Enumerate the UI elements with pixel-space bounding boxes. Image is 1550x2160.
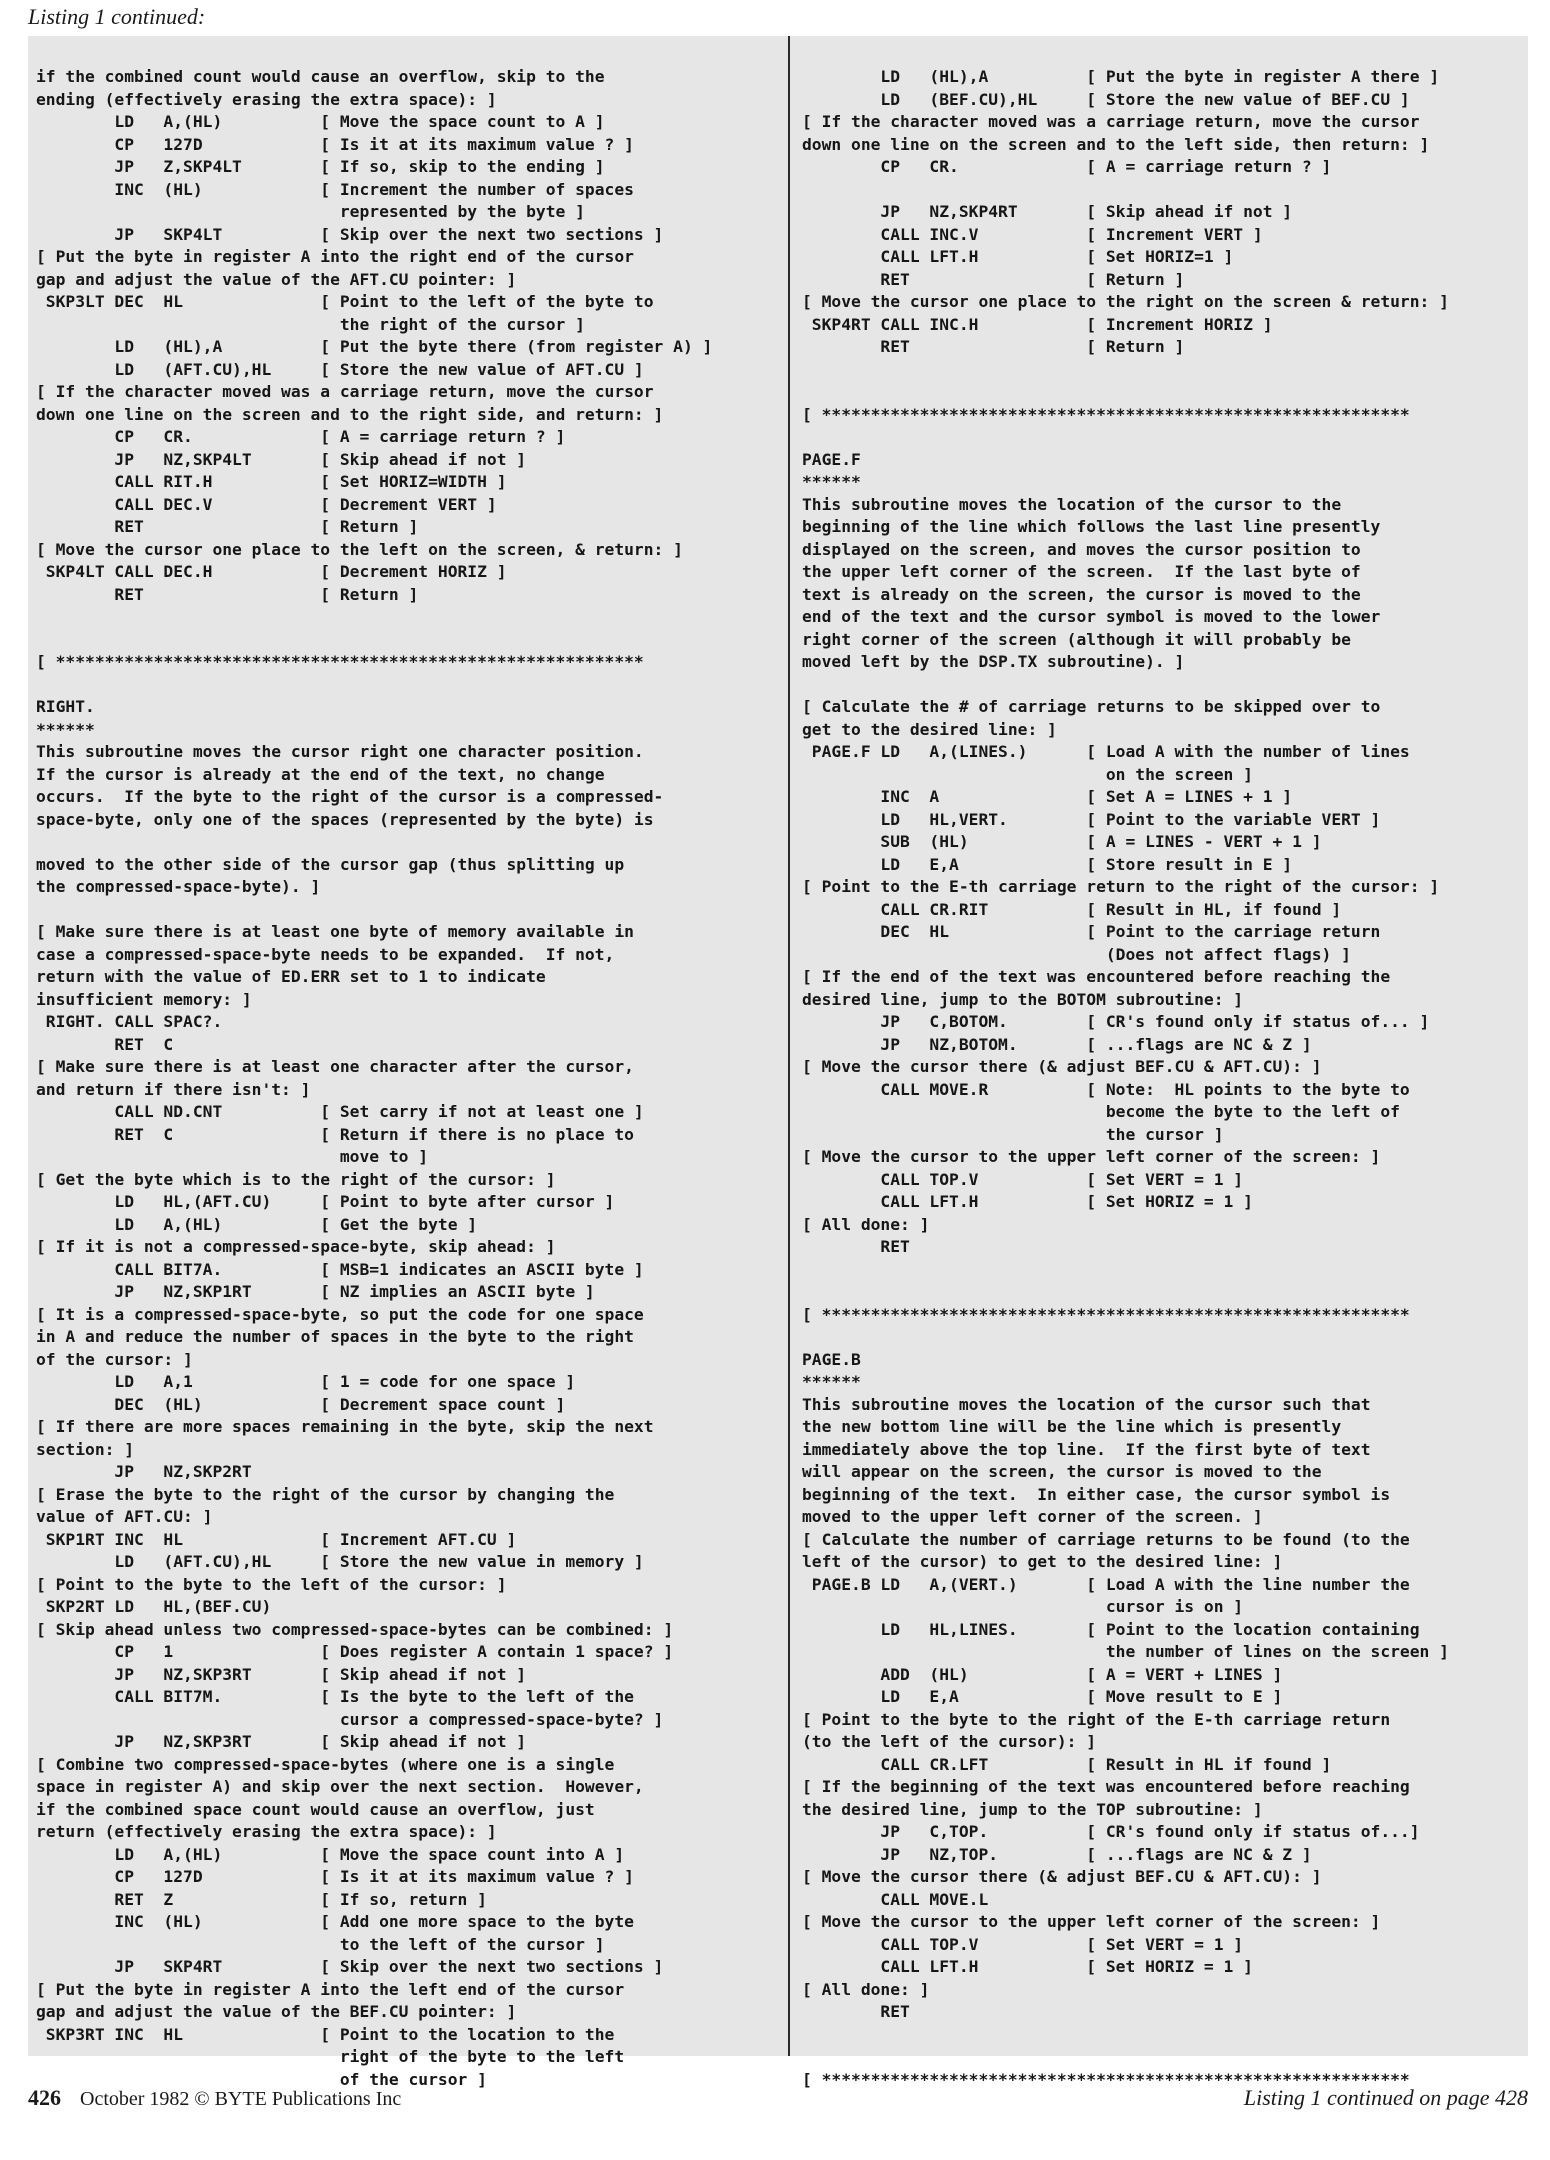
code-line: CP 127D [ Is it at its maximum value ? ] (36, 134, 634, 154)
code-line: CALL DEC.V [ Decrement VERT ] (36, 494, 497, 514)
code-line: [ ************************************************************ (802, 1304, 1410, 1324)
code-line: SKP4RT CALL INC.H [ Increment HORIZ ] (802, 314, 1273, 334)
code-line: (Does not affect flags) ] (802, 944, 1351, 964)
code-line: and return if there isn't: ] (36, 1079, 311, 1099)
code-line: SKP3RT INC HL [ Point to the location to the (36, 2024, 615, 2044)
code-line: JP SKP4LT [ Skip over the next two sections ] (36, 224, 664, 244)
listing-left-column (28, 36, 788, 2089)
code-line: [ Put the byte in register A into the right end of the cursor (36, 247, 634, 266)
code-line: CALL INC.V [ Increment VERT ] (802, 224, 1263, 244)
code-line: CALL TOP.V [ Set VERT = 1 ] (802, 1169, 1244, 1189)
code-line: the desired line, jump to the TOP subroutine: ] (802, 1799, 1263, 1819)
code-line: on the screen ] (802, 764, 1253, 784)
code-line: If the cursor is already at the end of the text, no change (36, 764, 605, 784)
code-line: SKP1RT INC HL [ Increment AFT.CU ] (36, 1529, 517, 1549)
code-line: if the combined space count would cause an overflow, just (36, 1799, 595, 1819)
code-line: SKP4LT CALL DEC.H [ Decrement HORIZ ] (36, 562, 507, 581)
code-line: [ Move the cursor there (& adjust BEF.CU & AFT.CU): ] (802, 1867, 1322, 1886)
code-line: [ Move the cursor there (& adjust BEF.CU & AFT.CU): ] (802, 1057, 1322, 1076)
code-line: [ Get the byte which is to the right of the cursor: ] (36, 1169, 556, 1189)
code-line: CALL LFT.H [ Set HORIZ = 1 ] (802, 1957, 1253, 1976)
code-line: RET [ Return ] (36, 584, 419, 604)
code-line: gap and adjust the value of the AFT.CU pointer: ] (36, 269, 517, 289)
code-line: immediately above the top line. If the first byte of text (802, 1439, 1371, 1459)
code-line: DEC (HL) [ Decrement space count ] (36, 1394, 566, 1414)
code-line: become the byte to the left of (802, 1102, 1400, 1121)
code-line: LD A,1 [ 1 = code for one space ] (36, 1372, 576, 1391)
code-line: This subroutine moves the location of the cursor such that (802, 1394, 1371, 1414)
code-line: LD (AFT.CU),HL [ Store the new value of AFT.CU ] (36, 359, 644, 379)
code-line: [ Move the cursor to the upper left corner of the screen: ] (802, 1912, 1381, 1931)
code-line: displayed on the screen, and moves the cursor position to (802, 539, 1361, 559)
code-line: beginning of the line which follows the last line presently (802, 517, 1381, 536)
code-line: cursor a compressed-space-byte? ] (36, 1709, 664, 1729)
code-line: SKP3LT DEC HL [ Point to the left of the byte to (36, 292, 654, 311)
code-line: [ ************************************************************ (802, 2069, 1410, 2089)
code-line: CALL ND.CNT [ Set carry if not at least one ] (36, 1102, 644, 1121)
code-line: the number of lines on the screen ] (802, 1642, 1449, 1661)
code-line: JP NZ,SKP1RT [ NZ implies an ASCII byte ] (36, 1282, 595, 1301)
code-line: RET C [ Return if there is no place to (36, 1124, 634, 1144)
code-line: RET [ Return ] (802, 337, 1185, 356)
code-line: CALL MOVE.L (802, 1889, 989, 1909)
code-line: CALL LFT.H [ Set HORIZ = 1 ] (802, 1192, 1253, 1211)
code-line: RET [ Return ] (36, 517, 419, 536)
code-line: LD (BEF.CU),HL [ Store the new value of BEF.CU ] (802, 89, 1410, 109)
code-line: [ Erase the byte to the right of the cursor by changing the (36, 1484, 615, 1504)
code-line: [ Make sure there is at least one character after the cursor, (36, 1057, 634, 1076)
code-line: LD (HL),A [ Put the byte in register A there ] (802, 67, 1440, 86)
code-line: represented by the byte ] (36, 202, 585, 221)
code-line: cursor is on ] (802, 1597, 1244, 1616)
code-line: ending (effectively erasing the extra space): ] (36, 89, 497, 109)
code-line: RET Z [ If so, return ] (36, 1889, 487, 1909)
code-line: [ All done: ] (802, 1214, 930, 1234)
code-line: LD A,(HL) [ Move the space count into A ] (36, 1844, 625, 1864)
code-line: ****** (802, 1372, 861, 1391)
code-line: the right of the cursor ] (36, 314, 585, 334)
code-line: LD A,(HL) [ Move the space count to A ] (36, 112, 605, 131)
code-line: CALL TOP.V [ Set VERT = 1 ] (802, 1934, 1244, 1954)
code-line: INC (HL) [ Add one more space to the byte (36, 1912, 634, 1931)
code-line: SUB (HL) [ A = LINES - VERT + 1 ] (802, 832, 1322, 851)
code-line: ****** (802, 472, 861, 491)
code-line: left of the cursor) to get to the desired line: ] (802, 1552, 1283, 1571)
code-line: to the left of the cursor ] (36, 1934, 605, 1954)
code-line: [ Make sure there is at least one byte of memory available in (36, 922, 634, 941)
code-line: CP CR. [ A = carriage return ? ] (802, 157, 1332, 176)
code-line: JP C,TOP. [ CR's found only if status of...] (802, 1822, 1420, 1841)
code-line: RET (802, 2002, 910, 2021)
code-line: ADD (HL) [ A = VERT + LINES ] (802, 1664, 1283, 1684)
code-line: moved to the other side of the cursor gap (thus splitting up (36, 854, 625, 874)
code-line: JP NZ,SKP3RT [ Skip ahead if not ] (36, 1732, 527, 1751)
code-line: CP 1 [ Does register A contain 1 space? ] (36, 1642, 674, 1661)
code-line: JP NZ,TOP. [ ...flags are NC & Z ] (802, 1844, 1312, 1864)
page-footer-left (28, 2085, 401, 2111)
code-line: space-byte, only one of the spaces (represented by the byte) is (36, 809, 654, 829)
code-line: [ If the character moved was a carriage return, move the cursor (802, 112, 1420, 131)
code-line: INC (HL) [ Increment the number of spaces (36, 179, 634, 199)
code-line: text is already on the screen, the cursor is moved to the (802, 584, 1361, 604)
code-line: JP SKP4RT [ Skip over the next two sections ] (36, 1957, 664, 1976)
code-line: This subroutine moves the location of the cursor to the (802, 494, 1342, 514)
code-line: JP NZ,SKP3RT [ Skip ahead if not ] (36, 1664, 527, 1684)
code-line: JP C,BOTOM. [ CR's found only if status of... ] (802, 1012, 1430, 1031)
code-line: right of the byte to the left (36, 2047, 625, 2066)
code-line: the upper left corner of the screen. If the last byte of (802, 562, 1361, 581)
code-line: [ Move the cursor one place to the right on the screen & return: ] (802, 292, 1449, 311)
code-line: if the combined count would cause an overflow, skip to the (36, 67, 605, 86)
code-line: down one line on the screen and to the right side, and return: ] (36, 404, 664, 424)
code-line: RIGHT. (36, 697, 95, 716)
code-line: [ If there are more spaces remaining in the byte, skip the next (36, 1417, 654, 1436)
code-line: PAGE.F (802, 449, 861, 469)
code-line: RIGHT. CALL SPAC?. (36, 1012, 223, 1031)
code-line: [ Move the cursor to the upper left corner of the screen: ] (802, 1147, 1381, 1166)
code-line: of the cursor: ] (36, 1349, 193, 1369)
code-line: ****** (36, 719, 95, 739)
code-line: PAGE.F LD A,(LINES.) [ Load A with the number of lines (802, 742, 1410, 761)
code-line: [ Calculate the # of carriage returns to be skipped over to (802, 697, 1381, 716)
code-line: case a compressed-space-byte needs to be expanded. If not, (36, 944, 615, 964)
code-line: LD HL,VERT. [ Point to the variable VERT ] (802, 809, 1381, 829)
code-line: end of the text and the cursor symbol is moved to the lower (802, 607, 1381, 626)
code-line: moved left by the DSP.TX subroutine). ] (802, 652, 1185, 671)
code-line: LD (AFT.CU),HL [ Store the new value in memory ] (36, 1552, 644, 1571)
code-line: CALL MOVE.R [ Note: HL points to the byte to (802, 1079, 1410, 1099)
code-line: the compressed-space-byte). ] (36, 877, 321, 896)
code-listing-left (28, 66, 788, 2091)
code-line: LD (HL),A [ Put the byte there (from register A) ] (36, 337, 713, 356)
code-line: in A and reduce the number of spaces in the byte to the right (36, 1327, 634, 1346)
code-line: CALL RIT.H [ Set HORIZ=WIDTH ] (36, 472, 507, 491)
code-line: [ Point to the byte to the right of the E-th carriage return (802, 1709, 1391, 1729)
code-line: CP CR. [ A = carriage return ? ] (36, 427, 566, 446)
code-line: value of AFT.CU: ] (36, 1507, 213, 1526)
code-line: PAGE.B LD A,(VERT.) [ Load A with the line number the (802, 1574, 1410, 1594)
code-line: CALL CR.LFT [ Result in HL if found ] (802, 1754, 1332, 1774)
code-line: PAGE.B (802, 1349, 861, 1369)
code-line: [ Put the byte in register A into the left end of the cursor (36, 1979, 625, 1999)
listing-header: Listing 1 continued: (28, 4, 206, 29)
code-line: the new bottom line will be the line which is presently (802, 1417, 1342, 1436)
code-line: occurs. If the byte to the right of the cursor is a compressed- (36, 787, 664, 806)
code-line: [ If the beginning of the text was encountered before reaching (802, 1777, 1410, 1796)
code-line: right corner of the screen (although it will probably be (802, 629, 1351, 649)
code-line: LD E,A [ Store result in E ] (802, 854, 1293, 874)
code-line: the cursor ] (802, 1124, 1224, 1144)
code-line: JP NZ,SKP2RT (36, 1462, 252, 1481)
code-line: SKP2RT LD HL,(BEF.CU) (36, 1597, 272, 1616)
page-number: 426 (28, 2085, 61, 2110)
code-line: [ If the character moved was a carriage return, move the cursor (36, 382, 654, 401)
code-line: [ If it is not a compressed-space-byte, skip ahead: ] (36, 1237, 556, 1256)
code-line: return with the value of ED.ERR set to 1 to indicate (36, 967, 546, 986)
code-line: LD HL,(AFT.CU) [ Point to byte after cursor ] (36, 1192, 615, 1211)
code-line: CALL LFT.H [ Set HORIZ=1 ] (802, 247, 1234, 266)
code-line: [ ************************************************************ (802, 404, 1410, 424)
code-line: [ ************************************************************ (36, 652, 644, 671)
code-line: CALL BIT7A. [ MSB=1 indicates an ASCII byte ] (36, 1259, 644, 1279)
code-line: [ Combine two compressed-space-bytes (where one is a single (36, 1754, 615, 1774)
code-line: [ All done: ] (802, 1979, 930, 1999)
code-line: [ Move the cursor one place to the left on the screen, & return: ] (36, 539, 683, 559)
footer-continuation: Listing 1 continued on page 428 (1243, 2085, 1528, 2110)
code-line: DEC HL [ Point to the carriage return (802, 922, 1381, 941)
code-line: beginning of the text. In either case, the cursor symbol is (802, 1484, 1391, 1504)
code-line: [ If the end of the text was encountered before reaching the (802, 967, 1391, 986)
code-line: moved to the upper left corner of the screen. ] (802, 1507, 1263, 1526)
code-line: LD A,(HL) [ Get the byte ] (36, 1214, 478, 1234)
code-line: space in register A) and skip over the next section. However, (36, 1777, 644, 1796)
code-line: [ Skip ahead unless two compressed-space-bytes can be combined: ] (36, 1619, 674, 1639)
code-line: JP Z,SKP4LT [ If so, skip to the ending ] (36, 157, 605, 176)
code-line: move to ] (36, 1147, 429, 1166)
code-line: get to the desired line: ] (802, 719, 1057, 739)
code-line: insufficient memory: ] (36, 989, 252, 1009)
code-line: desired line, jump to the BOTOM subroutine: ] (802, 989, 1244, 1009)
code-line: RET [ Return ] (802, 269, 1185, 289)
code-line: JP NZ,SKP4RT [ Skip ahead if not ] (802, 202, 1293, 221)
code-line: CP 127D [ Is it at its maximum value ? ] (36, 1867, 634, 1886)
code-line: [ Point to the E-th carriage return to the right of the cursor: ] (802, 877, 1440, 896)
code-line: return (effectively erasing the extra space): ] (36, 1822, 497, 1841)
code-line: will appear on the screen, the cursor is moved to the (802, 1462, 1322, 1481)
code-line: [ Calculate the number of carriage returns to be found (to the (802, 1529, 1410, 1549)
code-line: RET (802, 1237, 910, 1256)
code-line: INC A [ Set A = LINES + 1 ] (802, 787, 1293, 806)
code-line: This subroutine moves the cursor right one character position. (36, 742, 644, 761)
footer-credit: October 1982 © BYTE Publications Inc (80, 2088, 402, 2110)
code-line: LD E,A [ Move result to E ] (802, 1687, 1283, 1706)
code-line: section: ] (36, 1439, 135, 1459)
listing-right-column (788, 36, 1528, 2089)
code-line: RET C (36, 1034, 174, 1054)
code-line: gap and adjust the value of the BEF.CU pointer: ] (36, 2002, 517, 2021)
code-line: JP NZ,BOTOM. [ ...flags are NC & Z ] (802, 1034, 1312, 1054)
code-line: of the cursor ] (36, 2069, 487, 2089)
code-line: CALL BIT7M. [ Is the byte to the left of the (36, 1687, 634, 1706)
code-line: [ Point to the byte to the left of the cursor: ] (36, 1574, 507, 1594)
code-line: CALL CR.RIT [ Result in HL, if found ] (802, 899, 1342, 919)
code-listing-right (790, 66, 1528, 2091)
code-line: down one line on the screen and to the left side, then return: ] (802, 134, 1430, 154)
code-line: [ It is a compressed-space-byte, so put the code for one space (36, 1304, 644, 1324)
code-line: JP NZ,SKP4LT [ Skip ahead if not ] (36, 449, 527, 469)
code-line: LD HL,LINES. [ Point to the location containing (802, 1619, 1420, 1639)
code-line: (to the left of the cursor): ] (802, 1732, 1097, 1751)
